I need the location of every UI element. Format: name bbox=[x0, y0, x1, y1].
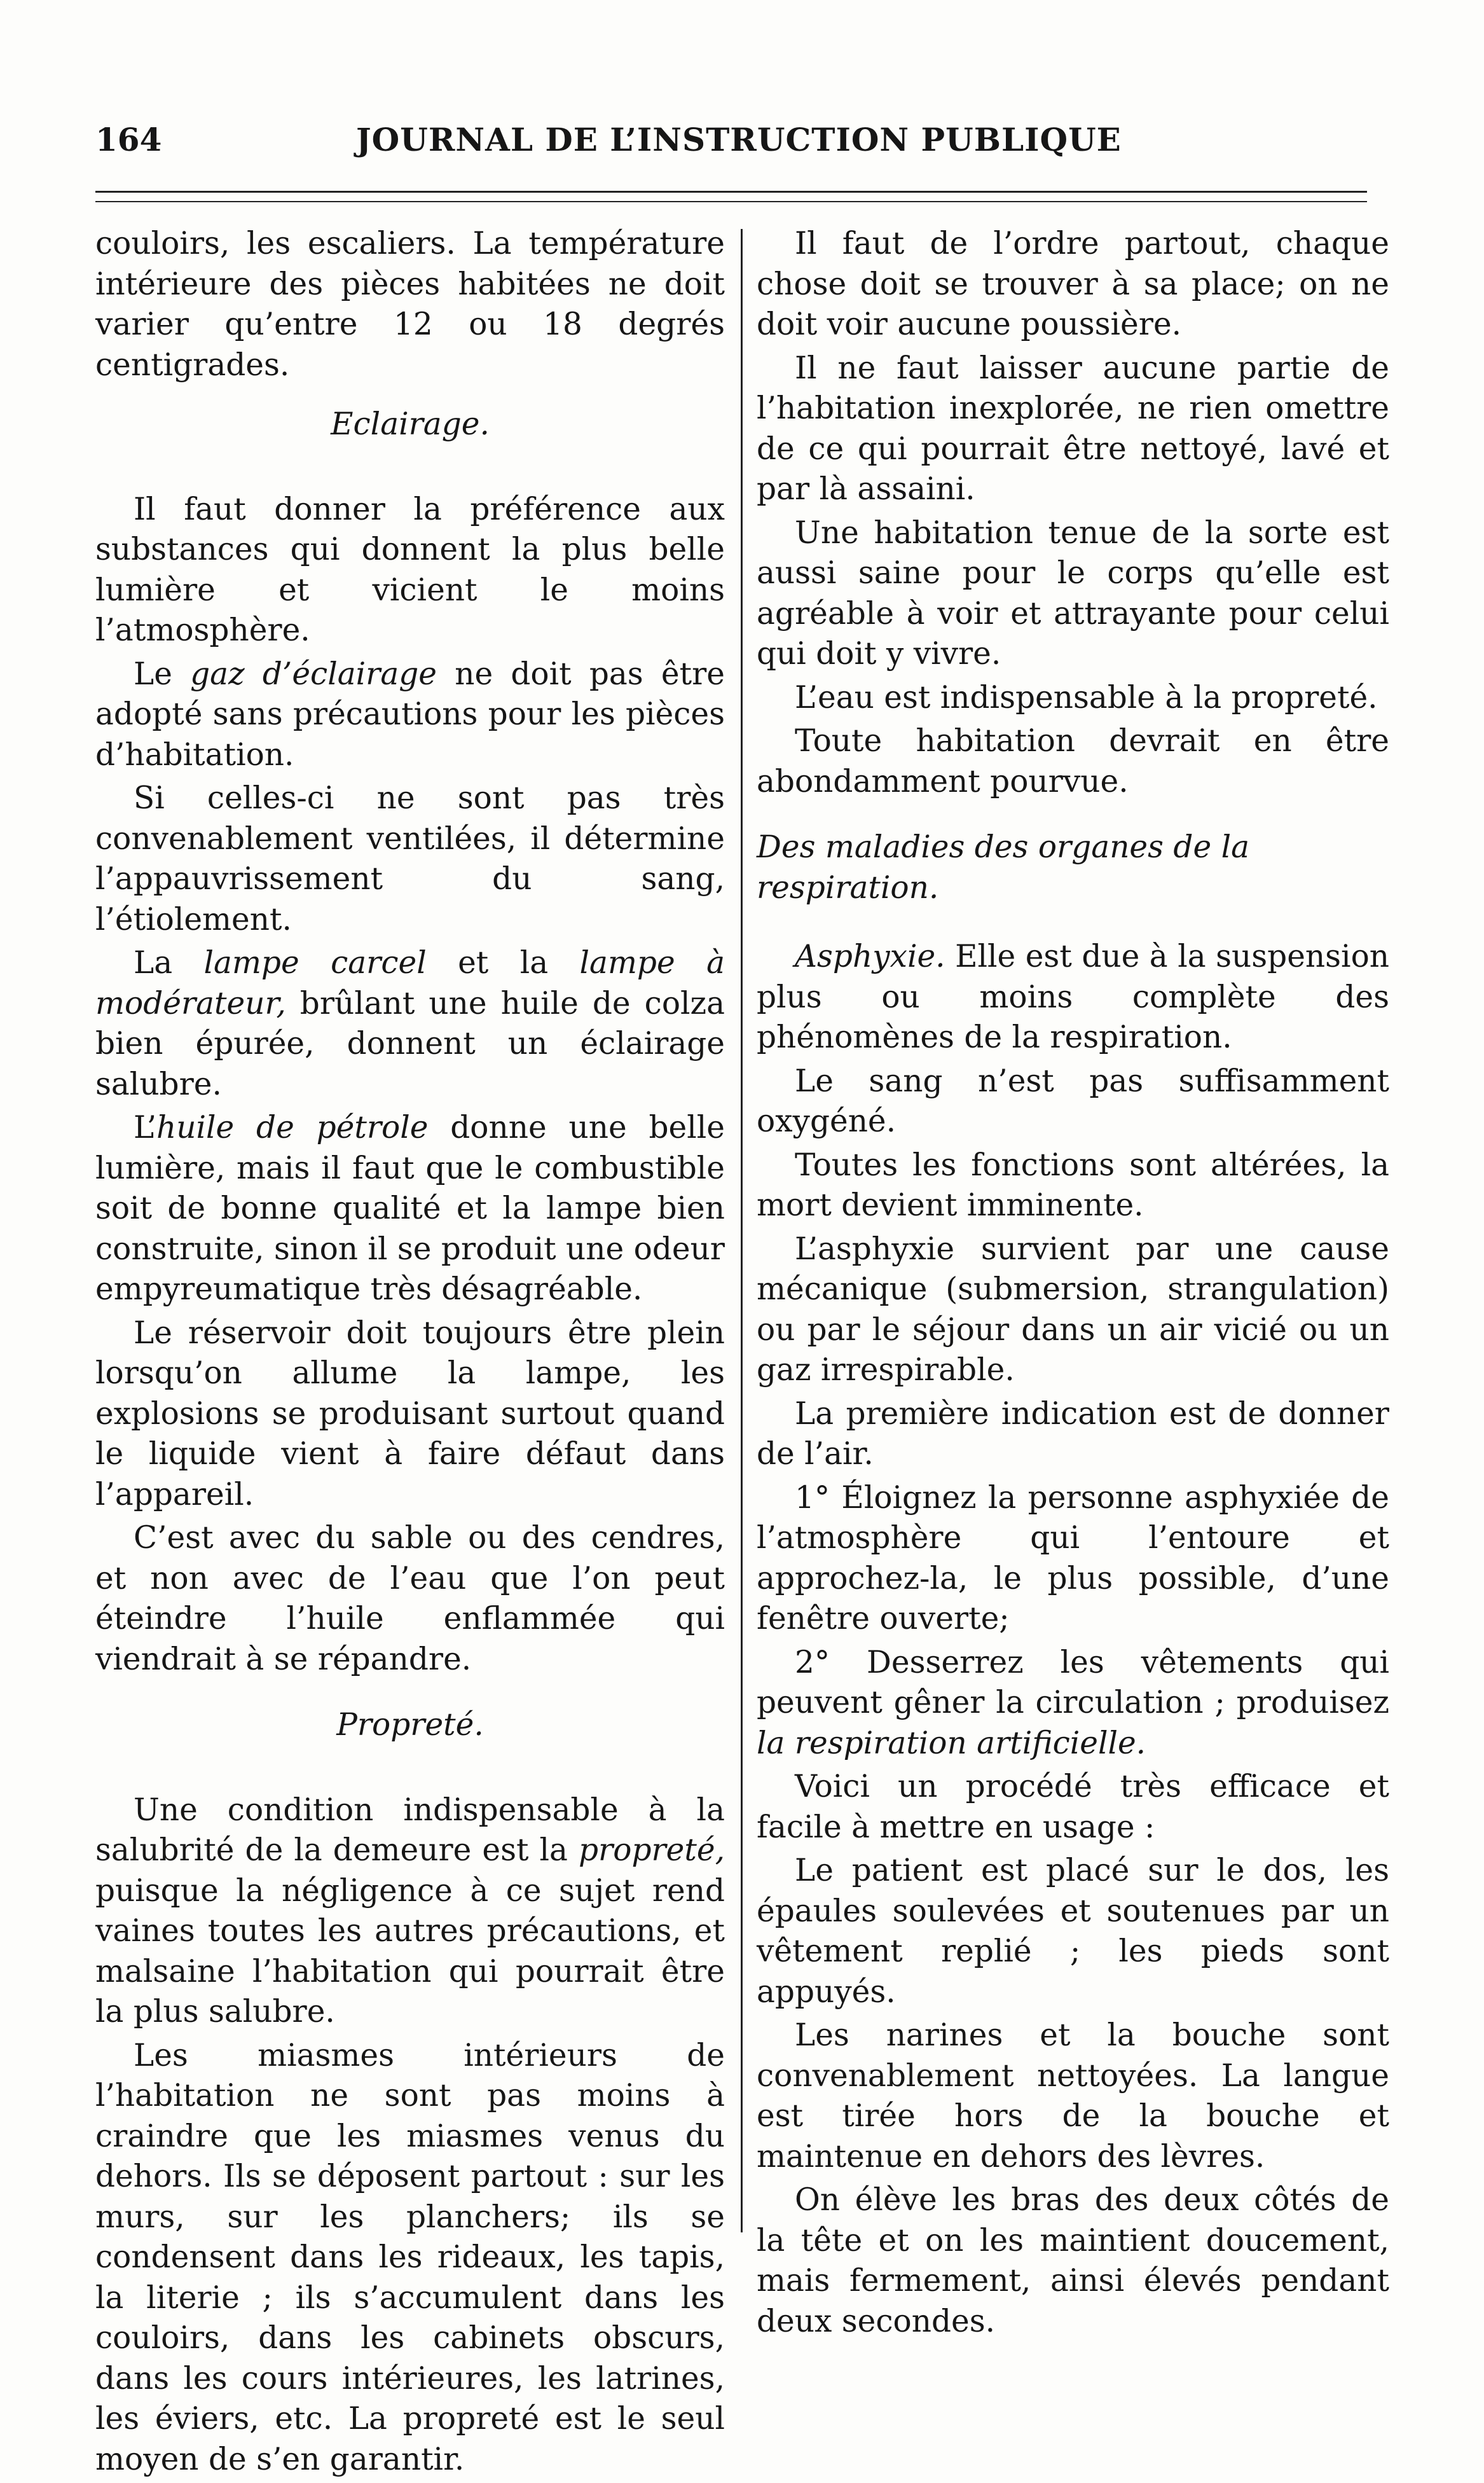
text-run: 2° Desserrez les vêtements qui peuvent gêner la circulation ; produisez bbox=[757, 1644, 1389, 1720]
page-header bbox=[95, 121, 1367, 178]
text-run: L’ bbox=[134, 1110, 156, 1145]
header-rule-top bbox=[95, 191, 1367, 193]
section-heading-maladies: Des maladies des organes de la respiration. bbox=[757, 829, 1250, 906]
text-run: La bbox=[134, 945, 204, 981]
text-run: et la bbox=[426, 945, 580, 981]
paragraph-narines: Les narines et la bouche sont convenablement nettoyées. La langue est tirée hors de la bouche et maintenue en dehors des lèvres. bbox=[757, 2017, 1389, 2175]
paragraph-asphyxie bbox=[757, 937, 1389, 1058]
paragraph-petrole bbox=[95, 1108, 725, 1310]
paragraph-eau: L’eau est indispensable à la propreté. bbox=[795, 679, 1378, 716]
page-number: 164 bbox=[95, 121, 162, 158]
paragraph-lumiere: Il faut donner la préférence aux substances qui donnent la plus belle lumière et vicient le moins l’atmosphère. bbox=[95, 491, 725, 648]
italic-term: Asphyxie. bbox=[795, 939, 945, 974]
text-run: donne une belle lumière, mais il faut que le combustible soit de bonne qualité et la lampe bien construite, sinon il se produit une odeur empyreumatique très désagréable. bbox=[95, 1110, 725, 1307]
paragraph-sang: Le sang n’est pas suffisamment oxygéné. bbox=[757, 1063, 1389, 1139]
paragraph-patient: Le patient est placé sur le dos, les épaules soulevées et soutenues par un vêtement replié ; les pieds sont appuyés. bbox=[757, 1853, 1389, 2010]
text-run: brûlant une huile de colza bien épurée, donnent un éclairage salubre. bbox=[95, 985, 725, 1102]
text-run: ne doit pas être adopté sans précautions pour les pièces d’habitation. bbox=[95, 656, 725, 773]
paragraph-eloignez: 1° Éloignez la personne asphyxiée de l’atmosphère qui l’entoure et approchez-la, le plus possible, d’une fenêtre ouverte; bbox=[757, 1479, 1389, 1636]
italic-term: lampe carcel bbox=[203, 945, 427, 981]
section-heading-eclairage: Eclairage. bbox=[331, 406, 490, 442]
text-run: Elle est due à la suspension plus ou moins complète des phénomènes de la respiration. bbox=[757, 939, 1389, 1055]
italic-term: huile de pétrole bbox=[156, 1110, 429, 1145]
paragraph-gaz bbox=[95, 654, 725, 776]
italic-term: lampe à modérateur, bbox=[95, 945, 725, 1021]
column-divider bbox=[741, 229, 743, 2232]
paragraph-desserrez bbox=[757, 1643, 1389, 1764]
paragraph-bras: On élève les bras des deux côtés de la tête et on les maintient doucement, mais fermement, ainsi élevés pendant deux secondes. bbox=[757, 2182, 1389, 2339]
italic-term: propreté, bbox=[579, 1832, 725, 1868]
right-column bbox=[757, 224, 1389, 2345]
paragraph-sable: C’est avec du sable ou des cendres, et non avec de l’eau que l’on peut éteindre l’huile enflammée qui viendrait à se répandre. bbox=[95, 1520, 725, 1677]
paragraph-miasmes: Les miasmes intérieurs de l’habitation ne sont pas moins à craindre que les miasmes venus du dehors. Ils se déposent partout : sur les murs, sur les planchers; ils se condensent dans les rideaux, les tapis, la literie ; ils s’accumulent dans les couloirs, dans les cabinets obscurs, dans les cours intérieures, les latrines, les éviers, etc. La propreté est le seul moyen de s’en garantir. bbox=[95, 2037, 725, 2477]
paragraph-ordre: Il faut de l’ordre partout, chaque chose doit se trouver à sa place; on ne doit voir aucune poussière. bbox=[757, 226, 1389, 342]
paragraph-habitation: Une habitation tenue de la sorte est aussi saine pour le corps qu’elle est agréable à voir et attrayante pour celui qui doit y vivre. bbox=[757, 515, 1389, 672]
paragraph-ventilees: Si celles-ci ne sont pas très convenablement ventilées, il détermine l’appauvrissement du sang, l’étiolement. bbox=[95, 780, 725, 937]
paragraph-lampe bbox=[95, 943, 725, 1105]
paragraph-pourvue: Toute habitation devrait en être abondamment pourvue. bbox=[757, 723, 1389, 799]
paragraph-temperature: couloirs, les escaliers. La température intérieure des pièces habitées ne doit varier qu’entre 12 ou 18 degrés centigrades. bbox=[95, 226, 725, 383]
left-column bbox=[95, 224, 725, 2483]
paragraph-condition bbox=[95, 1790, 725, 2033]
paragraph-cause: L’asphyxie survient par une cause mécanique (submersion, strangulation) ou par le séjour dans un air vicié ou un gaz irrespirable. bbox=[757, 1231, 1389, 1388]
header-rule-bottom bbox=[95, 201, 1367, 202]
paragraph-reservoir: Le réservoir doit toujours être plein lorsqu’on allume la lampe, les explosions se produisant surtout quand le liquide vient à faire défaut dans l’appareil. bbox=[95, 1315, 725, 1512]
paragraph-indication: La première indication est de donner de l’air. bbox=[757, 1395, 1389, 1472]
running-title: JOURNAL DE L’INSTRUCTION PUBLIQUE bbox=[356, 121, 1122, 158]
section-heading-proprete: Propreté. bbox=[336, 1707, 484, 1743]
paragraph-partie: Il ne faut laisser aucune partie de l’habitation inexplorée, ne rien omettre de ce qui pourrait être nettoyé, lavé et par là assaini. bbox=[757, 350, 1389, 507]
paragraph-fonctions: Toutes les fonctions sont altérées, la mort devient imminente. bbox=[757, 1147, 1389, 1223]
text-run: Une condition indispensable à la salubrité de la demeure est la bbox=[95, 1792, 725, 1868]
paragraph-procede: Voici un procédé très efficace et facile à mettre en usage : bbox=[757, 1769, 1389, 1845]
text-run: puisque la négligence à ce sujet rend vaines toutes les autres précautions, et malsaine l’habitation qui pourrait être la plus salubre. bbox=[95, 1872, 725, 2030]
italic-term: gaz d’éclairage bbox=[190, 656, 437, 692]
text-run: Le bbox=[134, 656, 191, 692]
italic-term: la respiration artificielle. bbox=[757, 1725, 1146, 1761]
